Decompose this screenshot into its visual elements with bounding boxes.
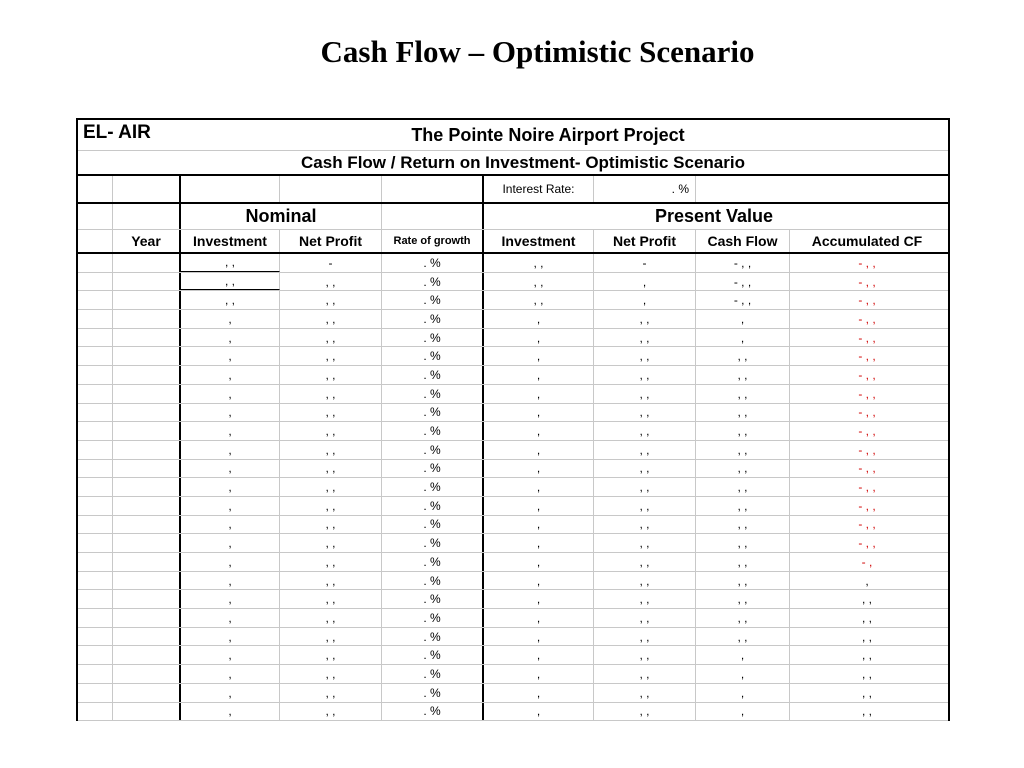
year-cell[interactable]: [113, 628, 181, 646]
net-profit-cell[interactable]: , ,: [280, 478, 382, 496]
investment-cell[interactable]: ,: [181, 684, 280, 702]
net-profit-cell[interactable]: , ,: [280, 347, 382, 365]
row-index-cell[interactable]: [78, 516, 113, 534]
cash-flow-cell[interactable]: ,: [696, 684, 790, 702]
accumulated-cf-cell[interactable]: - , ,: [858, 293, 876, 308]
investment-cell[interactable]: , ,: [181, 291, 280, 309]
row-index-cell[interactable]: [78, 646, 113, 664]
pv-investment-cell[interactable]: ,: [484, 590, 594, 608]
row-index-cell[interactable]: [78, 291, 113, 309]
pv-net-profit-cell[interactable]: , ,: [594, 684, 696, 702]
net-profit-cell[interactable]: , ,: [280, 422, 382, 440]
net-profit-cell[interactable]: , ,: [280, 684, 382, 702]
investment-cell[interactable]: ,: [181, 590, 280, 608]
row-index-cell[interactable]: [78, 385, 113, 403]
table-row: [78, 609, 948, 628]
row-index-cell[interactable]: [78, 534, 113, 552]
row-index-cell[interactable]: [78, 441, 113, 459]
pv-net-profit-cell[interactable]: , ,: [594, 347, 696, 365]
pv-net-profit-cell[interactable]: , ,: [594, 404, 696, 422]
net-profit-cell[interactable]: , ,: [280, 572, 382, 590]
row-index-cell[interactable]: [78, 703, 113, 721]
pv-net-profit-cell[interactable]: , ,: [594, 366, 696, 384]
net-profit-cell[interactable]: , ,: [280, 460, 382, 478]
pv-net-profit-cell[interactable]: , ,: [594, 478, 696, 496]
table-row: [78, 703, 948, 722]
pv-net-profit-cell[interactable]: , ,: [594, 609, 696, 627]
col-investment: Investment: [181, 230, 280, 252]
row-index-cell[interactable]: [78, 273, 113, 291]
cell: [382, 204, 484, 229]
pv-net-profit-cell[interactable]: , ,: [594, 553, 696, 571]
pv-investment-cell[interactable]: ,: [484, 646, 594, 664]
cell: [113, 204, 181, 229]
row-index-cell[interactable]: [78, 329, 113, 347]
investment-cell[interactable]: ,: [181, 572, 280, 590]
table-row: [78, 665, 948, 684]
net-profit-cell[interactable]: , ,: [280, 553, 382, 571]
year-cell[interactable]: [113, 273, 181, 291]
pv-net-profit-cell[interactable]: , ,: [594, 516, 696, 534]
table-row: [78, 291, 948, 310]
row-index-cell[interactable]: [78, 609, 113, 627]
cash-flow-cell[interactable]: , ,: [696, 478, 790, 496]
pv-investment-cell[interactable]: ,: [484, 385, 594, 403]
accumulated-cf-cell[interactable]: , ,: [861, 666, 872, 681]
cash-flow-cell[interactable]: , ,: [696, 347, 790, 365]
cash-flow-cell[interactable]: ,: [696, 329, 790, 347]
group-header-row: [78, 204, 948, 230]
year-cell[interactable]: [113, 534, 181, 552]
year-cell[interactable]: [113, 516, 181, 534]
pv-investment-cell[interactable]: ,: [484, 553, 594, 571]
group-present-value: Present Value: [654, 206, 774, 226]
rate-of-growth-cell[interactable]: . %: [382, 628, 484, 646]
pv-net-profit-cell[interactable]: , ,: [594, 385, 696, 403]
cash-flow-cell[interactable]: , ,: [696, 553, 790, 571]
column-header-row: [78, 230, 948, 254]
year-cell[interactable]: [113, 254, 181, 272]
net-profit-cell[interactable]: , ,: [280, 441, 382, 459]
accumulated-cf-cell[interactable]: - , ,: [858, 349, 876, 364]
table-row: [78, 534, 948, 553]
pv-investment-cell[interactable]: ,: [484, 404, 594, 422]
accumulated-cf-cell[interactable]: - , ,: [858, 461, 876, 476]
cell: [181, 176, 280, 202]
rate-of-growth-cell[interactable]: . %: [382, 609, 484, 627]
cash-flow-sheet: [76, 118, 950, 721]
row-index-cell[interactable]: [78, 366, 113, 384]
table-row: [78, 572, 948, 591]
interest-rate-value[interactable]: . %: [594, 176, 696, 202]
rate-of-growth-cell[interactable]: . %: [382, 516, 484, 534]
cash-flow-cell[interactable]: ,: [696, 646, 790, 664]
cash-flow-cell[interactable]: , ,: [696, 385, 790, 403]
row-index-cell[interactable]: [78, 460, 113, 478]
col-net-profit: Net Profit: [280, 230, 382, 252]
investment-cell[interactable]: , ,: [181, 273, 280, 291]
rate-of-growth-cell[interactable]: . %: [382, 347, 484, 365]
table-row: [78, 404, 948, 423]
sheet-subtitle-row: [78, 151, 948, 176]
row-index-cell[interactable]: [78, 422, 113, 440]
row-index-cell[interactable]: [78, 553, 113, 571]
rate-of-growth-cell[interactable]: . %: [382, 553, 484, 571]
cell: [696, 176, 944, 202]
pv-investment-cell[interactable]: ,: [484, 478, 594, 496]
investment-cell[interactable]: ,: [181, 609, 280, 627]
table-row: [78, 441, 948, 460]
accumulated-cf-cell[interactable]: , ,: [861, 592, 872, 607]
net-profit-cell[interactable]: , ,: [280, 516, 382, 534]
cash-flow-cell[interactable]: ,: [696, 665, 790, 683]
slide-title: Cash Flow – Optimistic Scenario: [320, 34, 755, 69]
accumulated-cf-cell[interactable]: - , ,: [858, 498, 876, 513]
cash-flow-cell[interactable]: , ,: [696, 609, 790, 627]
year-cell[interactable]: [113, 404, 181, 422]
cash-flow-cell[interactable]: - , ,: [696, 291, 790, 309]
pv-investment-cell[interactable]: ,: [484, 310, 594, 328]
investment-cell[interactable]: ,: [181, 516, 280, 534]
row-index-cell[interactable]: [78, 347, 113, 365]
investment-cell[interactable]: ,: [181, 646, 280, 664]
col-cash-flow: Cash Flow: [696, 230, 790, 252]
row-index-cell[interactable]: [78, 665, 113, 683]
net-profit-cell[interactable]: , ,: [280, 590, 382, 608]
rate-of-growth-cell[interactable]: . %: [382, 665, 484, 683]
pv-net-profit-cell[interactable]: , ,: [594, 534, 696, 552]
rate-of-growth-cell[interactable]: . %: [382, 329, 484, 347]
year-cell[interactable]: [113, 385, 181, 403]
cash-flow-cell[interactable]: - , ,: [696, 273, 790, 291]
accumulated-cf-cell[interactable]: - , ,: [858, 405, 876, 420]
accumulated-cf-cell[interactable]: - , ,: [858, 424, 876, 439]
pv-net-profit-cell[interactable]: , ,: [594, 590, 696, 608]
accumulated-cf-cell[interactable]: - , ,: [858, 386, 876, 401]
pv-net-profit-cell[interactable]: , ,: [594, 665, 696, 683]
project-title: The Pointe Noire Airport Project: [411, 125, 685, 145]
cell: [113, 176, 181, 202]
net-profit-cell[interactable]: , ,: [280, 628, 382, 646]
table-row: [78, 385, 948, 404]
accumulated-cf-cell[interactable]: - , ,: [858, 536, 876, 551]
row-index-cell[interactable]: [78, 590, 113, 608]
rate-of-growth-cell[interactable]: . %: [382, 404, 484, 422]
pv-investment-cell[interactable]: ,: [484, 534, 594, 552]
pv-net-profit-cell[interactable]: -: [594, 254, 696, 272]
table-row: [78, 273, 948, 292]
table-body: [78, 254, 948, 721]
net-profit-cell[interactable]: , ,: [280, 291, 382, 309]
table-row: [78, 478, 948, 497]
rate-of-growth-cell[interactable]: . %: [382, 273, 484, 291]
pv-net-profit-cell[interactable]: , ,: [594, 628, 696, 646]
cash-flow-cell[interactable]: , ,: [696, 460, 790, 478]
year-cell[interactable]: [113, 291, 181, 309]
pv-net-profit-cell[interactable]: , ,: [594, 497, 696, 515]
col-pv-net-profit: Net Profit: [594, 230, 696, 252]
table-row: [78, 684, 948, 703]
year-cell[interactable]: [113, 684, 181, 702]
cash-flow-cell[interactable]: , ,: [696, 497, 790, 515]
pv-net-profit-cell[interactable]: , ,: [594, 703, 696, 721]
col-rate-of-growth: Rate of growth: [382, 230, 484, 252]
pv-investment-cell[interactable]: , ,: [484, 291, 594, 309]
net-profit-cell[interactable]: , ,: [280, 273, 382, 291]
cash-flow-cell[interactable]: , ,: [696, 628, 790, 646]
accumulated-cf-cell[interactable]: - , ,: [858, 442, 876, 457]
accumulated-cf-cell[interactable]: , ,: [861, 685, 872, 700]
pv-investment-cell[interactable]: ,: [484, 665, 594, 683]
accumulated-cf-cell[interactable]: - ,: [861, 554, 873, 569]
net-profit-cell[interactable]: , ,: [280, 497, 382, 515]
row-index-cell[interactable]: [78, 572, 113, 590]
year-cell[interactable]: [113, 553, 181, 571]
year-cell[interactable]: [113, 422, 181, 440]
accumulated-cf-cell[interactable]: - , ,: [858, 330, 876, 345]
pv-net-profit-cell[interactable]: , ,: [594, 460, 696, 478]
sheet-title-row: [78, 120, 948, 151]
rate-of-growth-cell[interactable]: . %: [382, 572, 484, 590]
rate-of-growth-cell[interactable]: . %: [382, 497, 484, 515]
cash-flow-cell[interactable]: , ,: [696, 590, 790, 608]
table-row: [78, 254, 948, 273]
year-cell[interactable]: [113, 460, 181, 478]
cell: [78, 230, 113, 252]
net-profit-cell[interactable]: -: [280, 254, 382, 272]
accumulated-cf-cell[interactable]: - , ,: [858, 255, 876, 270]
year-cell[interactable]: [113, 703, 181, 721]
row-index-cell[interactable]: [78, 478, 113, 496]
accumulated-cf-cell[interactable]: , ,: [861, 648, 872, 663]
cash-flow-cell[interactable]: , ,: [696, 441, 790, 459]
pv-investment-cell[interactable]: ,: [484, 684, 594, 702]
accumulated-cf-cell[interactable]: - , ,: [858, 311, 876, 326]
pv-investment-cell[interactable]: ,: [484, 609, 594, 627]
interest-rate-row: [78, 176, 948, 204]
cell: [78, 204, 113, 229]
cash-flow-cell[interactable]: , ,: [696, 366, 790, 384]
cash-flow-cell[interactable]: , ,: [696, 404, 790, 422]
pv-investment-cell[interactable]: ,: [484, 347, 594, 365]
accumulated-cf-cell[interactable]: - , ,: [858, 480, 876, 495]
year-cell[interactable]: [113, 441, 181, 459]
investment-cell[interactable]: , ,: [181, 254, 280, 272]
year-cell[interactable]: [113, 665, 181, 683]
cell: [382, 176, 484, 202]
net-profit-cell[interactable]: , ,: [280, 310, 382, 328]
pv-investment-cell[interactable]: ,: [484, 572, 594, 590]
pv-investment-cell[interactable]: ,: [484, 441, 594, 459]
rate-of-growth-cell[interactable]: . %: [382, 441, 484, 459]
net-profit-cell[interactable]: , ,: [280, 665, 382, 683]
cash-flow-cell[interactable]: , ,: [696, 534, 790, 552]
net-profit-cell[interactable]: , ,: [280, 609, 382, 627]
cash-flow-cell[interactable]: - , ,: [696, 254, 790, 272]
investment-cell[interactable]: ,: [181, 553, 280, 571]
pv-investment-cell[interactable]: ,: [484, 703, 594, 721]
table-row: [78, 329, 948, 348]
investment-cell[interactable]: ,: [181, 404, 280, 422]
net-profit-cell[interactable]: , ,: [280, 329, 382, 347]
cash-flow-cell[interactable]: ,: [696, 310, 790, 328]
col-year: Year: [113, 230, 181, 252]
interest-rate-label: Interest Rate:: [484, 176, 594, 202]
table-row: [78, 310, 948, 329]
rate-of-growth-cell[interactable]: . %: [382, 703, 484, 721]
row-index-cell[interactable]: [78, 497, 113, 515]
table-row: [78, 646, 948, 665]
year-cell[interactable]: [113, 572, 181, 590]
pv-net-profit-cell[interactable]: ,: [594, 273, 696, 291]
rate-of-growth-cell[interactable]: . %: [382, 478, 484, 496]
cash-flow-cell[interactable]: , ,: [696, 516, 790, 534]
row-index-cell[interactable]: [78, 684, 113, 702]
investment-cell[interactable]: ,: [181, 329, 280, 347]
sheet-subtitle: Cash Flow / Return on Investment- Optimistic Scenario: [301, 152, 745, 172]
pv-net-profit-cell[interactable]: , ,: [594, 646, 696, 664]
net-profit-cell[interactable]: , ,: [280, 404, 382, 422]
pv-investment-cell[interactable]: ,: [484, 628, 594, 646]
rate-of-growth-cell[interactable]: . %: [382, 590, 484, 608]
pv-investment-cell[interactable]: ,: [484, 497, 594, 515]
investment-cell[interactable]: ,: [181, 478, 280, 496]
table-row: [78, 628, 948, 647]
pv-investment-cell[interactable]: ,: [484, 329, 594, 347]
pv-investment-cell[interactable]: , ,: [484, 273, 594, 291]
year-cell[interactable]: [113, 347, 181, 365]
investment-cell[interactable]: ,: [181, 665, 280, 683]
row-index-cell[interactable]: [78, 404, 113, 422]
accumulated-cf-cell[interactable]: , ,: [861, 704, 872, 719]
year-cell[interactable]: [113, 478, 181, 496]
investment-cell[interactable]: ,: [181, 366, 280, 384]
rate-of-growth-cell[interactable]: . %: [382, 291, 484, 309]
row-index-cell[interactable]: [78, 310, 113, 328]
pv-investment-cell[interactable]: ,: [484, 422, 594, 440]
pv-net-profit-cell[interactable]: , ,: [594, 572, 696, 590]
rate-of-growth-cell[interactable]: . %: [382, 460, 484, 478]
rate-of-growth-cell[interactable]: . %: [382, 646, 484, 664]
rate-of-growth-cell[interactable]: . %: [382, 534, 484, 552]
pv-net-profit-cell[interactable]: , ,: [594, 441, 696, 459]
year-cell[interactable]: [113, 329, 181, 347]
year-cell[interactable]: [113, 646, 181, 664]
row-index-cell[interactable]: [78, 254, 113, 272]
table-row: [78, 497, 948, 516]
col-pv-investment: Investment: [484, 230, 594, 252]
pv-net-profit-cell[interactable]: , ,: [594, 422, 696, 440]
year-cell[interactable]: [113, 497, 181, 515]
investment-cell[interactable]: ,: [181, 534, 280, 552]
net-profit-cell[interactable]: , ,: [280, 534, 382, 552]
accumulated-cf-cell[interactable]: - , ,: [858, 274, 876, 289]
cell: [78, 176, 113, 202]
pv-net-profit-cell[interactable]: , ,: [594, 310, 696, 328]
accumulated-cf-cell[interactable]: , ,: [861, 610, 872, 625]
table-row: [78, 516, 948, 535]
company-brand: EL- AIR: [83, 122, 151, 143]
rate-of-growth-cell[interactable]: . %: [382, 422, 484, 440]
rate-of-growth-cell[interactable]: . %: [382, 385, 484, 403]
pv-investment-cell[interactable]: ,: [484, 366, 594, 384]
table-row: [78, 590, 948, 609]
group-nominal: Nominal: [181, 204, 382, 229]
cash-flow-cell[interactable]: , ,: [696, 422, 790, 440]
investment-cell[interactable]: ,: [181, 628, 280, 646]
investment-cell[interactable]: ,: [181, 385, 280, 403]
accumulated-cf-cell[interactable]: ,: [865, 573, 869, 588]
net-profit-cell[interactable]: , ,: [280, 646, 382, 664]
accumulated-cf-cell[interactable]: - , ,: [858, 517, 876, 532]
investment-cell[interactable]: ,: [181, 441, 280, 459]
table-row: [78, 347, 948, 366]
cash-flow-cell[interactable]: , ,: [696, 572, 790, 590]
rate-of-growth-cell[interactable]: . %: [382, 254, 484, 272]
col-accumulated-cf: Accumulated CF: [811, 233, 923, 249]
row-index-cell[interactable]: [78, 628, 113, 646]
table-row: [78, 553, 948, 572]
pv-investment-cell[interactable]: ,: [484, 460, 594, 478]
investment-cell[interactable]: ,: [181, 460, 280, 478]
pv-net-profit-cell[interactable]: , ,: [594, 329, 696, 347]
net-profit-cell[interactable]: , ,: [280, 366, 382, 384]
cell: [280, 176, 382, 202]
pv-investment-cell[interactable]: ,: [484, 516, 594, 534]
rate-of-growth-cell[interactable]: . %: [382, 366, 484, 384]
investment-cell[interactable]: ,: [181, 422, 280, 440]
accumulated-cf-cell[interactable]: , ,: [861, 629, 872, 644]
investment-cell[interactable]: ,: [181, 347, 280, 365]
cash-flow-cell[interactable]: ,: [696, 703, 790, 721]
year-cell[interactable]: [113, 590, 181, 608]
accumulated-cf-cell[interactable]: - , ,: [858, 367, 876, 382]
investment-cell[interactable]: ,: [181, 703, 280, 721]
net-profit-cell[interactable]: , ,: [280, 703, 382, 721]
investment-cell[interactable]: ,: [181, 310, 280, 328]
net-profit-cell[interactable]: , ,: [280, 385, 382, 403]
year-cell[interactable]: [113, 310, 181, 328]
table-row: [78, 460, 948, 479]
rate-of-growth-cell[interactable]: . %: [382, 310, 484, 328]
year-cell[interactable]: [113, 366, 181, 384]
pv-investment-cell[interactable]: , ,: [484, 254, 594, 272]
pv-net-profit-cell[interactable]: ,: [594, 291, 696, 309]
table-row: [78, 366, 948, 385]
year-cell[interactable]: [113, 609, 181, 627]
investment-cell[interactable]: ,: [181, 497, 280, 515]
rate-of-growth-cell[interactable]: . %: [382, 684, 484, 702]
table-row: [78, 422, 948, 441]
